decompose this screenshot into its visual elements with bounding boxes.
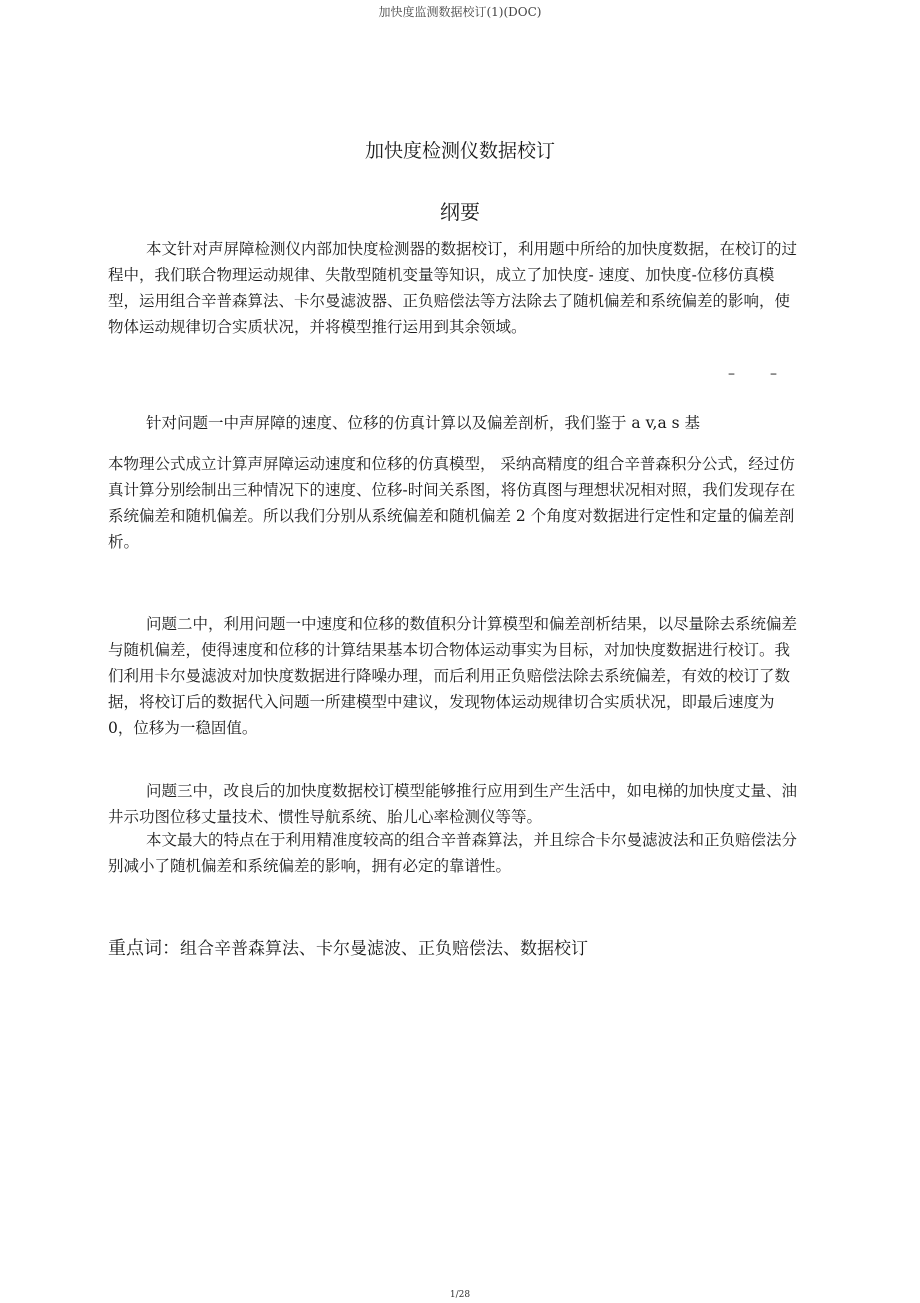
keywords-label: 重点词： bbox=[108, 938, 180, 959]
formula-overbars bbox=[728, 366, 812, 382]
abstract-paragraph-2-line-1: 针对问题一中声屏障的速度、位移的仿真计算以及偏差剖析，我们鉴于 a v,a s 基 bbox=[146, 414, 700, 432]
abstract-heading: 纲要 bbox=[440, 200, 480, 224]
abstract-paragraph-5: 本文最大的特点在于利用精准度较高的组合辛普森算法，并且综合卡尔曼滤波法和正负赔偿法分别减小了随机偏差和系统偏差的影响，拥有必定的靠谱性。 bbox=[108, 831, 798, 875]
document-header-title: 加快度监测数据校订(1)(DOC) bbox=[378, 5, 542, 19]
abstract-paragraph-2-rest: 本物理公式成立计算声屏障运动速度和位移的仿真模型， 采纳高精度的组合辛普森积分公式，经过仿真计算分别绘制出三种情况下的速度、位移-时间关系图，将仿真图与理想状况相对照，我们发现存在系统偏差和随机偏差。所以我们分别从系统偏差和随机偏差 2 个角度对数据进行定性和定量的偏差剖析。 bbox=[108, 455, 796, 551]
abstract-paragraph-1: 本文针对声屏障检测仪内部加快度检测器的数据校订，利用题中所给的加快度数据，在校订的过程中，我们联合物理运动规律、失散型随机变量等知识，成立了加快度- 速度、加快度-位移仿真模型，运用组合辛普森算法、卡尔曼滤波器、正负赔偿法等方法除去了随机偏差和系统偏差的影响，使物体运动规律切合实质状况，并将模型推行运用到其余领域。 bbox=[108, 240, 798, 336]
overbar-1: – bbox=[728, 366, 735, 382]
abstract-paragraph-3: 问题二中，利用问题一中速度和位移的数值积分计算模型和偏差剖析结果，以尽量除去系统偏差与随机偏差，使得速度和位移的计算结果基本切合物体运动事实为目标，对加快度数据进行校订。我们利用卡尔曼滤波对加快度数据进行降噪办理，而后利用正负赔偿法除去系统偏差，有效的校订了数据，将校订后的数据代入问题一所建模型中建议，发现物体运动规律切合实质状况，即最后速度为 0，位移为一稳固值。 bbox=[108, 615, 798, 737]
keywords-text: 组合辛普森算法、卡尔曼滤波、正负赔偿法、数据校订 bbox=[180, 939, 588, 959]
page-title: 加快度检测仪数据校订 bbox=[364, 140, 555, 162]
keywords-line bbox=[108, 934, 588, 960]
page-number: 1/28 bbox=[449, 1290, 471, 1300]
abstract-paragraph-4: 问题三中，改良后的加快度数据校订模型能够推行应用到生产生活中，如电梯的加快度丈量、油井示功图位移丈量技术、惯性导航系统、胎儿心率检测仪等等。 bbox=[108, 782, 798, 826]
overbar-2: – bbox=[770, 366, 777, 382]
